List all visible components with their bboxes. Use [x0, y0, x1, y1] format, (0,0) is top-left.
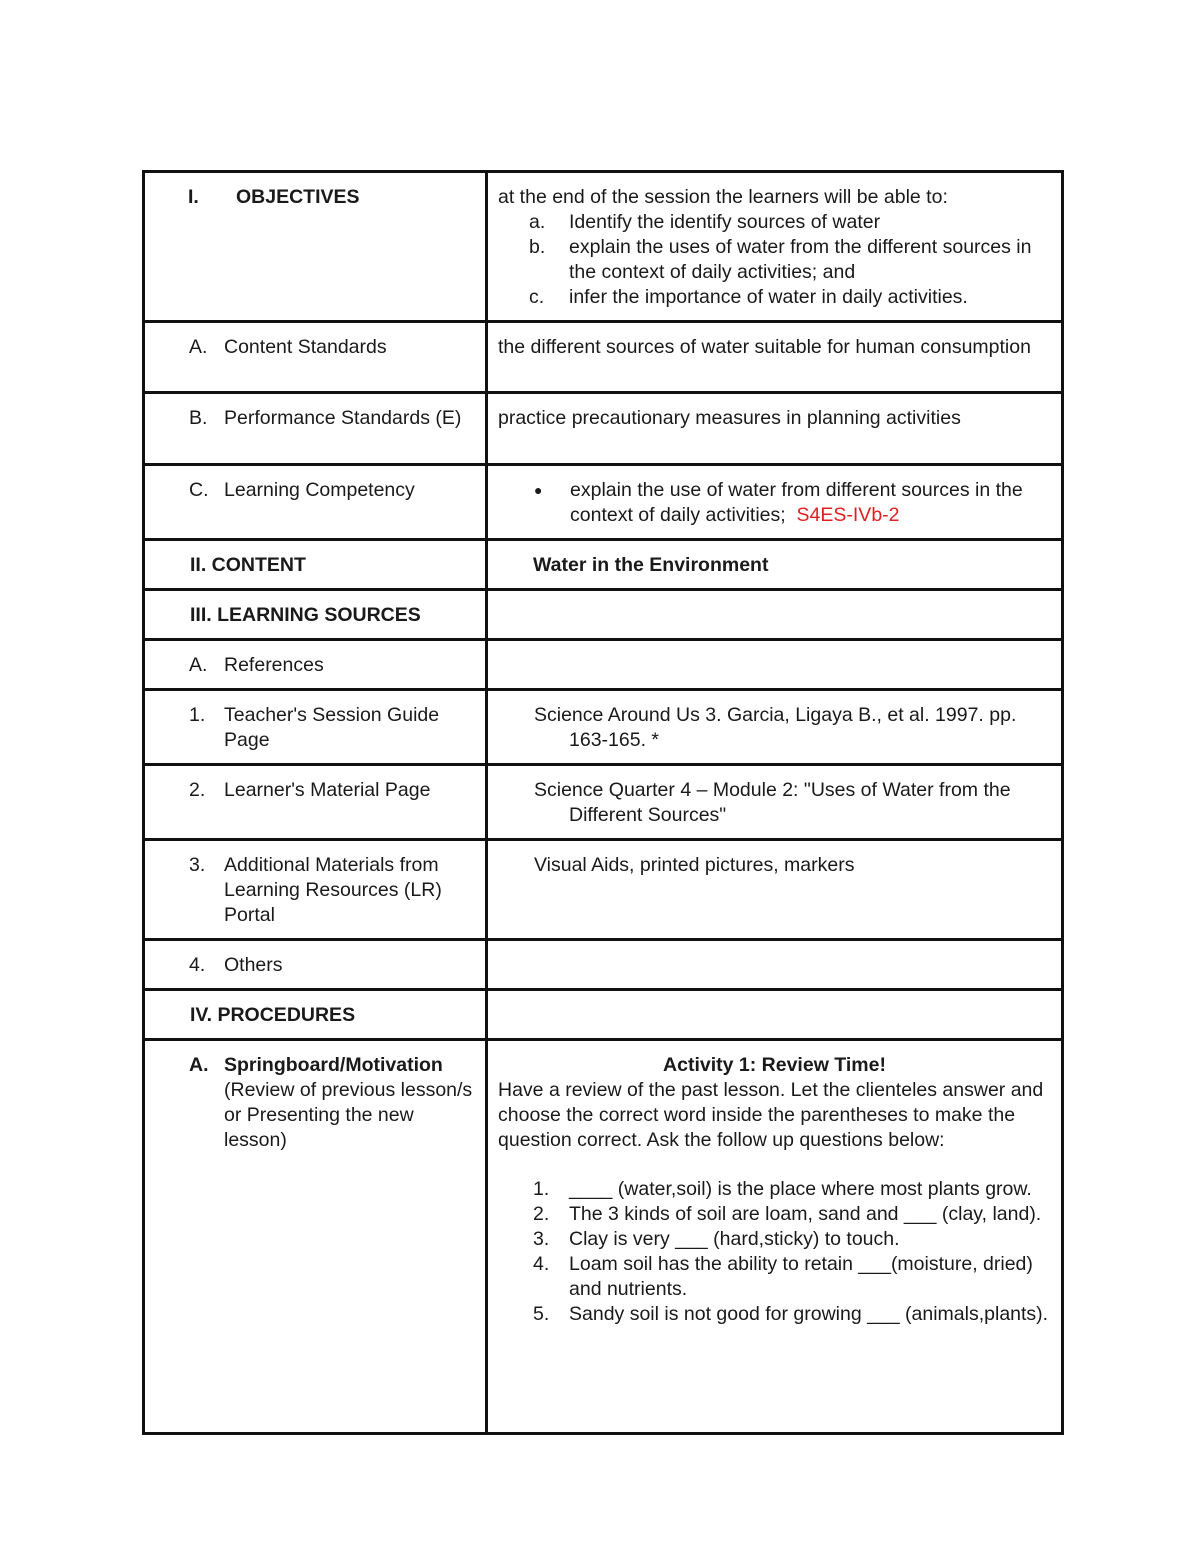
performance-standards-label: Performance Standards (E) [224, 407, 462, 429]
learning-competency-label: Learning Competency [224, 479, 415, 501]
springboard-description: (Review of previous lesson/s or Presenting the new lesson) [224, 1079, 473, 1151]
learning-competency-value: explain the use of water from different sources in the context of daily activities; [570, 479, 1023, 526]
springboard-label: Springboard/Motivation [224, 1054, 443, 1076]
teachers-guide-value: Science Around Us 3. Garcia, Ligaya B., et al. 1997. pp. 163-165. * [534, 704, 1017, 751]
procedures-label: IV. PROCEDURES [190, 1004, 356, 1026]
list-item: a. Identify the identify sources of water [529, 211, 881, 233]
bullet-icon: ● [534, 482, 543, 498]
performance-standards-value: practice precautionary measures in planning activities [487, 393, 1063, 465]
list-item: 2. The 3 kinds of soil are loam, sand and ___ (clay, land). [533, 1203, 1042, 1225]
learning-sources-label: III. LEARNING SOURCES [190, 604, 421, 626]
content-standards-value: the different sources of water suitable for human consumption [487, 322, 1063, 393]
objectives-label-cell [144, 172, 487, 322]
list-item: 1. ____ (water,soil) is the place where most plants grow. [533, 1178, 1032, 1200]
objectives-number: I. [188, 186, 199, 208]
performance-standards-row: B. Performance Standards (E) practice precautionary measures in planning activities [144, 393, 1063, 465]
others-label: Others [224, 954, 283, 976]
learners-material-label: Learner's Material Page [224, 779, 431, 801]
procedures-row [144, 990, 1063, 1040]
list-item: b. explain the uses of water from the different sources in the context of daily activities; and [529, 236, 1032, 283]
objectives-list [498, 210, 1051, 310]
list-item: 3. Clay is very ___ (hard,sticky) to touch. [533, 1228, 900, 1250]
list-item: 5. Sandy soil is not good for growing ___ (animals,plants). [533, 1303, 1049, 1325]
learning-competency-row: C. Learning Competency ● explain the use of water from different sources in the context of daily activities; S4ES-IVb-2 [144, 465, 1063, 540]
content-standards-row: A. Content Standards the different sources of water suitable for human consumption [144, 322, 1063, 393]
activity-instructions: Have a review of the past lesson. Let the clienteles answer and choose the correct word inside the parentheses to make the question correct. Ask the follow up questions below: [498, 1079, 1044, 1151]
activity-title: Activity 1: Review Time! [663, 1054, 886, 1076]
learners-material-value: Science Quarter 4 – Module 2: "Uses of Water from the Different Sources" [534, 779, 1011, 826]
content-label: II. CONTENT [190, 554, 306, 576]
competency-code: S4ES-IVb-2 [796, 504, 900, 526]
others-row: 4. Others [144, 940, 1063, 990]
objectives-label: OBJECTIVES [236, 186, 360, 208]
content-standards-label: Content Standards [224, 336, 387, 358]
references-row: A. References [144, 640, 1063, 690]
objectives-row [144, 172, 1063, 322]
list-item: c. infer the importance of water in daily activities. [529, 286, 968, 308]
additional-materials-value: Visual Aids, printed pictures, markers [534, 854, 855, 876]
list-item: 4. Loam soil has the ability to retain ___(moisture, dried) and nutrients. [533, 1253, 1033, 1300]
additional-materials-row: 3. Additional Materials from Learning Resources (LR) Portal Visual Aids, printed pictures, markers [144, 840, 1063, 940]
objectives-value-cell [487, 172, 1063, 322]
additional-materials-label: Additional Materials from Learning Resources (LR) Portal [224, 854, 442, 926]
teachers-guide-row: 1. Teacher's Session Guide Page Science Around Us 3. Garcia, Ligaya B., et al. 1997. pp. 163-165. * [144, 690, 1063, 765]
content-row [144, 540, 1063, 590]
content-value: Water in the Environment [533, 554, 769, 576]
references-label: References [224, 654, 324, 676]
teachers-guide-label: Teacher's Session Guide Page [224, 704, 440, 751]
lesson-plan-table [142, 170, 1064, 1435]
objectives-intro: at the end of the session the learners will be able to: [498, 186, 948, 208]
learning-sources-row [144, 590, 1063, 640]
learners-material-row: 2. Learner's Material Page Science Quarter 4 – Module 2: "Uses of Water from the Different Sources" [144, 765, 1063, 840]
review-questions [498, 1177, 1051, 1327]
springboard-row: A. Springboard/Motivation (Review of previous lesson/s or Presenting the new lesson) Activity 1: Review Time! Have a review of the past lesson. Let the clienteles answer and choose the correct word inside the parentheses to make the question correct. Ask the follow up questions below: 1. ____ (water,soil) is the place where most plants grow. 2. The 3 kinds of soil are loam, sand and ___ (clay, land). 3. Clay is very ___ (hard,sticky) to touch. 4. Loam soil has the ability to retain ___(moisture, dried) and nutrients. 5. Sandy soil is not good for growing ___ (animals,plants). [144, 1040, 1063, 1434]
